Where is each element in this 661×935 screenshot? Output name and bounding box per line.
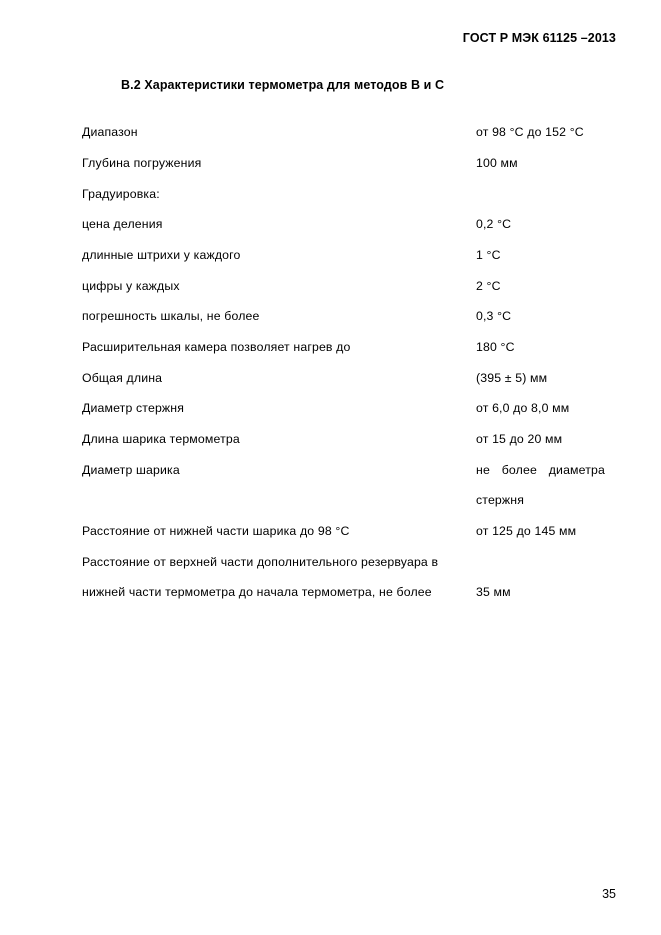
spec-row-numerals: [0, 276, 661, 296]
spec-row-bulb-diameter-continued: [0, 490, 661, 510]
spec-row-reservoir-distance-continued: [0, 582, 661, 602]
spec-row-reservoir-distance: [0, 552, 661, 572]
spec-row-division-value: [0, 214, 661, 234]
spec-value: 100 мм: [476, 156, 518, 170]
spec-label: Расстояние от верхней части дополнительного резервуара в: [82, 555, 439, 569]
spec-value-word: диаметра: [548, 463, 605, 477]
spec-row-expansion-chamber: [0, 337, 661, 357]
spec-label: Диапазон: [82, 125, 138, 139]
spec-value-word: более: [501, 463, 537, 477]
spec-label: погрешность шкалы, не более: [82, 309, 260, 323]
spec-row-bulb-bottom-distance: [0, 521, 661, 541]
spec-value: от 125 до 145 мм: [476, 524, 577, 538]
spec-label: Диаметр стержня: [82, 401, 185, 415]
spec-row-stem-diameter: [0, 398, 661, 418]
spec-label: Градуировка:: [82, 187, 160, 201]
spec-value: 0,3 °С: [476, 309, 512, 323]
spec-label: нижней части термометра до начала термометра, не более: [82, 585, 432, 599]
spec-value: 2 °С: [476, 279, 501, 293]
spec-value: 1 °С: [476, 248, 501, 262]
spec-label: цифры у каждых: [82, 279, 180, 293]
spec-label: Общая длина: [82, 371, 163, 385]
spec-value: 0,2 °С: [476, 217, 512, 231]
spec-row-scale-error: [0, 306, 661, 326]
spec-value: от 6,0 до 8,0 мм: [476, 401, 570, 415]
spec-label: цена деления: [82, 217, 163, 231]
spec-label: Глубина погружения: [82, 156, 202, 170]
spec-value: 180 °С: [476, 340, 515, 354]
spec-value: стержня: [476, 493, 525, 507]
spec-value-word: не: [476, 463, 490, 477]
spec-label: длинные штрихи у каждого: [82, 248, 241, 262]
spec-value: [476, 460, 605, 480]
spec-row-range: [0, 122, 661, 142]
page-header: ГОСТ Р МЭК 61125 –2013: [462, 31, 616, 45]
spec-row-graduation: [0, 184, 661, 204]
spec-value: 35 мм: [476, 585, 511, 599]
spec-label: Длина шарика термометра: [82, 432, 240, 446]
page-number: 35: [602, 887, 616, 901]
spec-row-long-marks: [0, 245, 661, 265]
spec-label: Расширительная камера позволяет нагрев до: [82, 340, 351, 354]
spec-value: (395 ± 5) мм: [476, 371, 548, 385]
spec-label: Диаметр шарика: [82, 463, 180, 477]
spec-value: от 15 до 20 мм: [476, 432, 563, 446]
section-title: B.2 Характеристики термометра для методов B и C: [121, 78, 445, 92]
spec-row-immersion-depth: [0, 153, 661, 173]
spec-row-total-length: [0, 368, 661, 388]
spec-row-bulb-diameter: [0, 460, 661, 480]
spec-value: от 98 °С до 152 °С: [476, 125, 584, 139]
spec-label: Расстояние от нижней части шарика до 98 °С: [82, 524, 350, 538]
spec-row-bulb-length: [0, 429, 661, 449]
